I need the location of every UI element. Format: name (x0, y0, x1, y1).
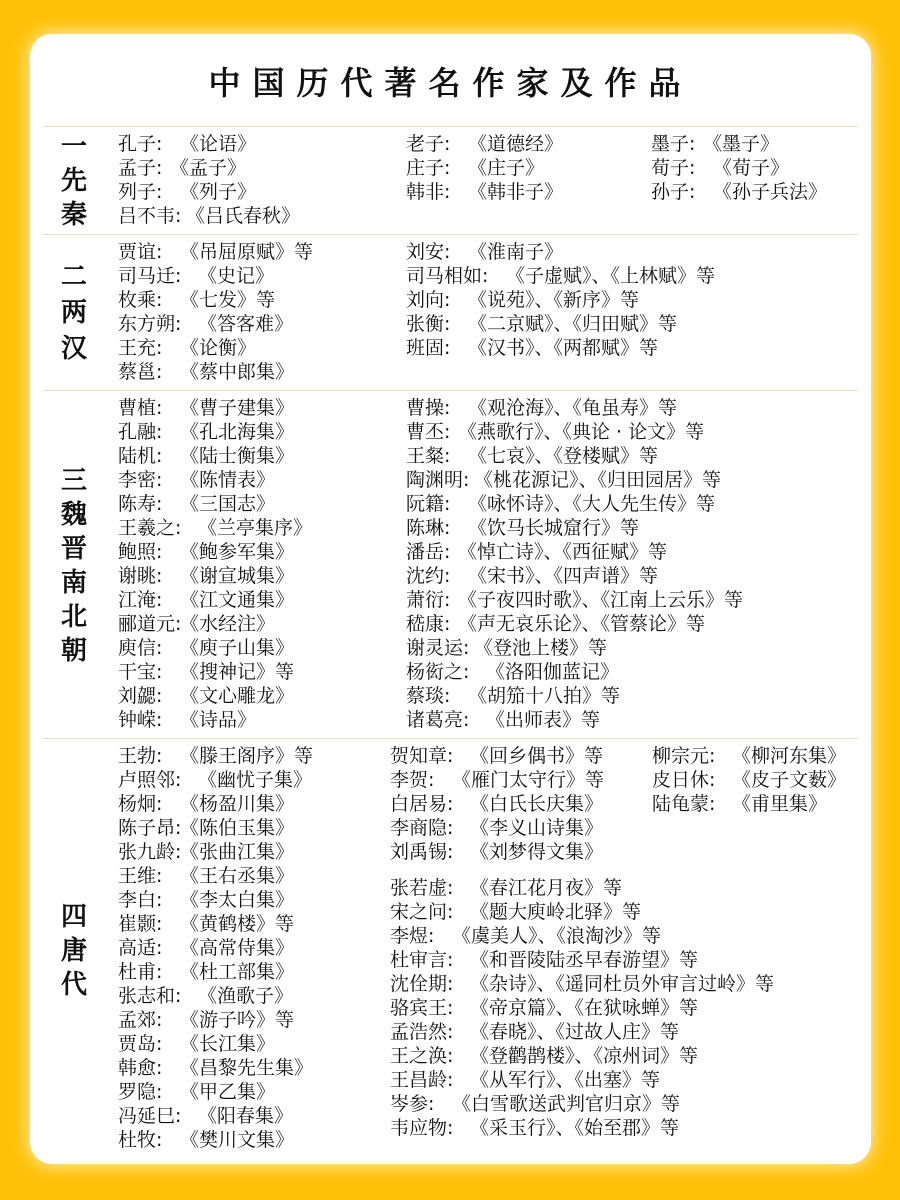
work-title: 《观沧海》、《龟虽寿》等 (468, 397, 678, 419)
entry-row (118, 444, 312, 468)
author-name: 沈佺期: (390, 973, 454, 995)
work-title: 《洛阳伽蓝记》 (486, 661, 620, 683)
author-name: 沈约: (406, 565, 451, 587)
entry-row (406, 468, 743, 492)
author-name: 孙子: (651, 181, 696, 203)
work-title: 《渔歌子》 (198, 985, 294, 1007)
author-name: 刘向: (406, 289, 451, 311)
work-title: 《二京赋》、《归田赋》等 (468, 313, 678, 335)
entry-row (390, 876, 774, 900)
work-title: 《桃花源记》、《归田园居》等 (474, 469, 722, 491)
work-title: 《韩非子》 (468, 181, 564, 203)
entry-row (390, 816, 774, 840)
work-title: 《燕歌行》、《典论 · 论文》等 (458, 421, 705, 443)
work-title: 《杜工部集》 (180, 961, 295, 983)
author-name: 高适: (118, 937, 163, 959)
work-title: 《采玉行》、《始至郡》等 (470, 1117, 680, 1139)
work-title: 《帝京篇》、《在狱咏蝉》等 (470, 997, 699, 1019)
work-title: 《登鹳鹊楼》、《凉州词》等 (470, 1045, 699, 1067)
author-name: 杜甫: (118, 961, 163, 983)
work-title: 《登池上楼》等 (474, 637, 608, 659)
entry-row (118, 420, 312, 444)
work-title: 《史记》 (198, 265, 275, 287)
entry-row (118, 1080, 313, 1104)
author-name: 谢眺: (118, 565, 163, 587)
entry-row (118, 936, 313, 960)
entry-row (390, 1044, 774, 1068)
entry-row (406, 516, 743, 540)
entry-row (118, 1056, 313, 1080)
entry-row (118, 180, 300, 204)
work-title: 《悼亡诗》、《西征赋》等 (458, 541, 668, 563)
work-title: 《黄鹤楼》等 (180, 913, 295, 935)
author-name: 曹丕: (406, 421, 451, 443)
entry-row (118, 468, 312, 492)
author-name: 李商隐: (390, 817, 454, 839)
work-title: 《文心雕龙》 (180, 685, 295, 707)
work-title: 《游子吟》等 (180, 1009, 295, 1031)
author-name: 柳宗元: (652, 745, 716, 767)
work-title: 《庄子》 (468, 157, 545, 179)
author-name: 白居易: (390, 793, 454, 815)
work-title: 《墨子》 (703, 133, 780, 155)
author-name: 杨炯: (118, 793, 163, 815)
author-name: 鲍照: (118, 541, 163, 563)
author-name: 孟浩然: (390, 1021, 454, 1043)
work-title: 《论语》 (180, 133, 257, 155)
work-title: 《兰亭集序》 (198, 517, 313, 539)
author-name: 陈寿: (118, 493, 163, 515)
entry-row (406, 420, 743, 444)
work-title: 《幽忧子集》 (198, 769, 313, 791)
entry-row (406, 444, 743, 468)
author-name: 陈子昂: (118, 817, 182, 839)
work-title: 《诗品》 (180, 709, 257, 731)
entry-row (406, 264, 715, 288)
work-title: 《三国志》 (180, 493, 276, 515)
work-title: 《甫里集》 (732, 793, 828, 815)
entry-row (118, 768, 313, 792)
divider (43, 126, 858, 127)
entry-row (118, 708, 312, 732)
work-title: 《蔡中郎集》 (180, 361, 295, 383)
entry-row (390, 1068, 774, 1092)
entry-row (118, 984, 313, 1008)
author-name: 李煜: (390, 925, 435, 947)
work-title: 《七哀》、《登楼赋》等 (468, 445, 659, 467)
author-name: 陆机: (118, 445, 163, 467)
entry-row (651, 156, 827, 180)
entry-row (118, 684, 312, 708)
work-title: 《和晋陵陆丞早春游望》等 (470, 949, 699, 971)
author-name: 司马相如: (406, 265, 489, 287)
entry-row (390, 1116, 774, 1140)
entry-row (118, 240, 313, 264)
era-label-tang: 四 唐 代 (60, 902, 87, 1000)
work-title: 《春江花月夜》等 (470, 877, 623, 899)
entry-row (406, 492, 743, 516)
entry-row (118, 564, 312, 588)
author-name: 王勃: (118, 745, 163, 767)
author-name: 刘勰: (118, 685, 163, 707)
author-name: 蔡琰: (406, 685, 451, 707)
work-title: 《刘梦得文集》 (470, 841, 604, 863)
author-name: 陈琳: (406, 517, 451, 539)
entry-row (118, 864, 313, 888)
work-title: 《谢宣城集》 (180, 565, 295, 587)
work-title: 《说苑》、《新序》等 (468, 289, 640, 311)
entry-row (118, 816, 313, 840)
work-title: 《柳河东集》 (732, 745, 847, 767)
entry-row (118, 888, 313, 912)
entry-row (118, 396, 312, 420)
section-pre-qin-column-2 (406, 132, 563, 204)
entry-row (118, 492, 312, 516)
work-title: 《列子》 (180, 181, 257, 203)
work-title: 《樊川文集》 (180, 1129, 295, 1151)
work-title: 《搜神记》等 (180, 661, 295, 683)
work-title: 《饮马长城窟行》等 (468, 517, 640, 539)
entry-row (406, 660, 743, 684)
author-name: 谢灵运: (406, 637, 470, 659)
entry-row (118, 1104, 313, 1128)
author-name: 钟嵘: (118, 709, 163, 731)
work-title: 《孟子》 (170, 157, 247, 179)
author-name: 王昌龄: (390, 1069, 454, 1091)
entry-row (390, 996, 774, 1020)
entry-row (406, 396, 743, 420)
entry-row (390, 1092, 774, 1116)
entry-row (118, 588, 312, 612)
work-title: 《庾子山集》 (180, 637, 295, 659)
divider (43, 738, 858, 739)
era-label-wei-jin: 三 魏 晋 南 北 朝 (60, 466, 87, 666)
author-name: 王充: (118, 337, 163, 359)
entry-row (390, 864, 774, 876)
section-han-column-2 (406, 240, 715, 360)
entry-row (406, 588, 743, 612)
work-title: 《子虚赋》、《上林赋》等 (506, 265, 716, 287)
entry-row (406, 132, 563, 156)
author-name: 骆宾王: (390, 997, 454, 1019)
entry-row (390, 924, 774, 948)
author-name: 刘安: (406, 241, 451, 263)
author-name: 嵇康: (406, 613, 451, 635)
author-name: 张若虚: (390, 877, 454, 899)
author-name: 王维: (118, 865, 163, 887)
work-title: 《陆士衡集》 (180, 445, 295, 467)
entry-row (406, 612, 743, 636)
work-title: 《出师表》等 (486, 709, 601, 731)
entry-row (651, 132, 827, 156)
work-title: 《从军行》、《出塞》等 (470, 1069, 661, 1091)
work-title: 《春晓》、《过故人庄》等 (470, 1021, 680, 1043)
author-name: 孔子: (118, 133, 163, 155)
work-title: 《鲍参军集》 (180, 541, 295, 563)
work-title: 《咏怀诗》、《大人先生传》等 (468, 493, 716, 515)
author-name: 李贺: (390, 769, 435, 791)
author-name: 韩非: (406, 181, 451, 203)
author-name: 卢照邻: (118, 769, 182, 791)
author-name: 李密: (118, 469, 163, 491)
entry-row (406, 288, 715, 312)
author-name: 贺知章: (390, 745, 454, 767)
entry-row (390, 1020, 774, 1044)
section-pre-qin-column-3 (651, 132, 827, 204)
author-name: 韩愈: (118, 1057, 163, 1079)
work-title: 《王右丞集》 (180, 865, 295, 887)
work-title: 《李义山诗集》 (470, 817, 604, 839)
work-title: 《陈伯玉集》 (180, 817, 295, 839)
entry-row (118, 336, 313, 360)
divider (43, 390, 858, 391)
entry-row (406, 240, 715, 264)
work-title: 《回乡偶书》等 (470, 745, 604, 767)
section-tang-column-3 (652, 744, 846, 816)
author-name: 贾岛: (118, 1033, 163, 1055)
author-name: 罗隐: (118, 1081, 163, 1103)
work-title: 《水经注》 (180, 613, 276, 635)
entry-row (406, 708, 743, 732)
entry-row (118, 792, 313, 816)
era-label-han: 二 两 汉 (60, 262, 87, 364)
author-name: 江淹: (118, 589, 163, 611)
author-name: 张衡: (406, 313, 451, 335)
entry-row (118, 840, 313, 864)
author-name: 杜审言: (390, 949, 454, 971)
work-title: 《胡笳十八拍》等 (468, 685, 621, 707)
author-name: 干宝: (118, 661, 163, 683)
divider (43, 234, 858, 235)
author-name: 潘岳: (406, 541, 451, 563)
work-title: 《曹子建集》 (180, 397, 295, 419)
entry-row (406, 336, 715, 360)
work-title: 《李太白集》 (180, 889, 295, 911)
work-title: 《淮南子》 (468, 241, 564, 263)
page-title: 中国历代著名作家及作品 (208, 64, 693, 102)
section-wei-jin-column-1 (118, 396, 312, 732)
author-name: 枚乘: (118, 289, 163, 311)
author-name: 曹植: (118, 397, 163, 419)
section-wei-jin-column-2 (406, 396, 743, 732)
author-name: 杨衒之: (406, 661, 470, 683)
entry-row (118, 264, 313, 288)
author-name: 曹操: (406, 397, 451, 419)
work-title: 《虞美人》、《浪淘沙》等 (452, 925, 662, 947)
entry-row (390, 948, 774, 972)
entry-row (406, 312, 715, 336)
entry-row (118, 636, 312, 660)
section-pre-qin-column-1 (118, 132, 300, 228)
era-label-pre-qin: 一 先 秦 (60, 132, 87, 230)
author-name: 庾信: (118, 637, 163, 659)
work-title: 《昌黎先生集》 (180, 1057, 314, 1079)
entry-row (651, 180, 827, 204)
entry-row (118, 660, 312, 684)
work-title: 《论衡》 (180, 337, 257, 359)
work-title: 《道德经》 (468, 133, 564, 155)
author-name: 司马迁: (118, 265, 182, 287)
entry-row (118, 912, 313, 936)
author-name: 王羲之: (118, 517, 182, 539)
author-name: 列子: (118, 181, 163, 203)
work-title: 《高常侍集》 (180, 937, 295, 959)
entry-row (118, 516, 312, 540)
entry-row (118, 132, 300, 156)
entry-row (652, 768, 846, 792)
work-title: 《子夜四时歌》、《江南上云乐》等 (458, 589, 744, 611)
content-card (30, 34, 871, 1164)
entry-row (406, 684, 743, 708)
author-name: 李白: (118, 889, 163, 911)
author-name: 崔颢: (118, 913, 163, 935)
entry-row (118, 1008, 313, 1032)
work-title: 《孔北海集》 (180, 421, 295, 443)
entry-row (118, 312, 313, 336)
entry-row (390, 972, 774, 996)
section-han-column-1 (118, 240, 313, 384)
author-name: 老子: (406, 133, 451, 155)
author-name: 荀子: (651, 157, 696, 179)
entry-row (118, 1128, 313, 1152)
entry-row (652, 792, 846, 816)
author-name: 刘禹锡: (390, 841, 454, 863)
work-title: 《荀子》 (713, 157, 790, 179)
author-name: 王之涣: (390, 1045, 454, 1067)
author-name: 皮日休: (652, 769, 716, 791)
work-title: 《陈情表》 (180, 469, 276, 491)
entry-row (406, 180, 563, 204)
author-name: 冯延巳: (118, 1105, 182, 1127)
author-name: 宋之问: (390, 901, 454, 923)
entry-row (652, 744, 846, 768)
entry-row (118, 540, 312, 564)
work-title: 《滕王阁序》等 (180, 745, 314, 767)
work-title: 《阳春集》 (198, 1105, 294, 1127)
entry-row (118, 288, 313, 312)
work-title: 《江文通集》 (180, 589, 295, 611)
author-name: 陶渊明: (406, 469, 470, 491)
work-title: 《吕氏春秋》 (186, 205, 301, 227)
work-title: 《杂诗》、《遥同杜员外审言过岭》等 (470, 973, 775, 995)
work-title: 《吊屈原赋》等 (180, 241, 314, 263)
work-title: 《雁门太守行》等 (452, 769, 605, 791)
author-name: 杜牧: (118, 1129, 163, 1151)
author-name: 诸葛亮: (406, 709, 470, 731)
work-title: 《甲乙集》 (180, 1081, 276, 1103)
work-title: 《皮子文薮》 (732, 769, 847, 791)
entry-row (118, 960, 313, 984)
work-title: 《题大庾岭北驿》等 (470, 901, 642, 923)
author-name: 郦道元: (118, 613, 182, 635)
entry-row (406, 156, 563, 180)
entry-row (406, 564, 743, 588)
author-name: 阮籍: (406, 493, 451, 515)
entry-row (406, 636, 743, 660)
section-tang-column-1 (118, 744, 313, 1152)
author-name: 班固: (406, 337, 451, 359)
author-name: 东方朔: (118, 313, 182, 335)
work-title: 《声无哀乐论》、《管蔡论》等 (458, 613, 706, 635)
entry-row (390, 840, 774, 864)
author-name: 张九龄: (118, 841, 182, 863)
entry-row (118, 204, 300, 228)
work-title: 《长江集》 (180, 1033, 276, 1055)
work-title: 《答客难》 (198, 313, 294, 335)
author-name: 吕不韦: (118, 205, 182, 227)
entry-row (390, 900, 774, 924)
work-title: 《汉书》、《两都赋》等 (468, 337, 659, 359)
work-title: 《宋书》、《四声谱》等 (468, 565, 659, 587)
author-name: 岑参: (390, 1093, 435, 1115)
author-name: 贾谊: (118, 241, 163, 263)
work-title: 《白雪歌送武判官归京》等 (452, 1093, 681, 1115)
work-title: 《孙子兵法》 (713, 181, 828, 203)
author-name: 陆龟蒙: (652, 793, 716, 815)
entry-row (118, 612, 312, 636)
author-name: 孟郊: (118, 1009, 163, 1031)
work-title: 《七发》等 (180, 289, 276, 311)
entry-row (118, 360, 313, 384)
author-name: 庄子: (406, 157, 451, 179)
entry-row (406, 540, 743, 564)
author-name: 韦应物: (390, 1117, 454, 1139)
work-title: 《白氏长庆集》 (470, 793, 604, 815)
entry-row (118, 156, 300, 180)
author-name: 萧衍: (406, 589, 451, 611)
work-title: 《杨盈川集》 (180, 793, 295, 815)
work-title: 《张曲江集》 (180, 841, 295, 863)
author-name: 蔡邕: (118, 361, 163, 383)
author-name: 孔融: (118, 421, 163, 443)
author-name: 张志和: (118, 985, 182, 1007)
entry-row (118, 1032, 313, 1056)
entry-row (118, 744, 313, 768)
author-name: 王粲: (406, 445, 451, 467)
author-name: 孟子: (118, 157, 163, 179)
author-name: 墨子: (651, 133, 696, 155)
